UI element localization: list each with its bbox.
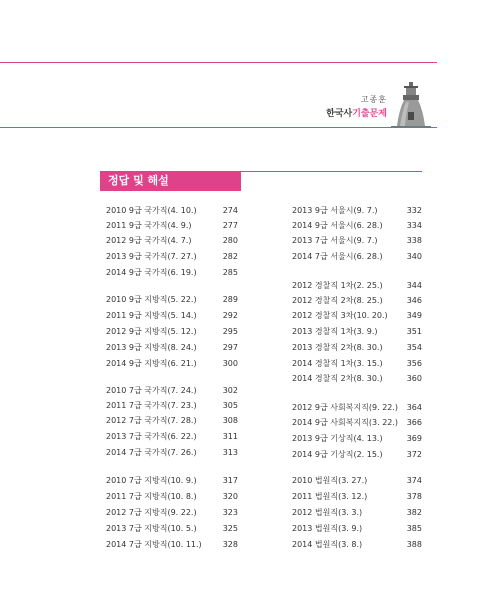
toc-entry — [292, 357, 422, 371]
toc-entry-label: 2012 9급 국가직(4. 7.) — [106, 236, 192, 245]
toc-entry-label: 2014 9급 기상직(2. 15.) — [292, 450, 383, 459]
toc-entry — [292, 250, 422, 264]
toc-entry-page: 385 — [406, 524, 422, 533]
brand-title-main: 한국사 — [326, 109, 353, 119]
toc-entry-label: 2013 경찰직 1차(3. 9.) — [292, 327, 378, 336]
toc-entry-page: 300 — [222, 359, 238, 368]
toc-entry-page: 295 — [222, 327, 238, 336]
toc-entry-page: 280 — [222, 236, 238, 245]
toc-entry — [292, 325, 422, 339]
section-rule — [241, 171, 422, 172]
toc-entry — [292, 474, 422, 488]
toc-entry — [292, 279, 422, 293]
toc-entry-label: 2011 9급 지방직(5. 14.) — [106, 311, 197, 320]
toc-entry-page: 344 — [406, 281, 422, 290]
toc-entry-label: 2012 경찰직 1차(2. 25.) — [292, 281, 383, 290]
toc-entry-label: 2013 7급 서울시(9. 7.) — [292, 236, 378, 245]
toc-entry-label: 2014 9급 국가직(6. 19.) — [106, 268, 197, 277]
toc-entry-page: 313 — [222, 448, 238, 457]
toc-entry-label: 2014 경찰직 2차(8. 30.) — [292, 374, 383, 383]
toc-entry — [292, 401, 422, 415]
toc-entry — [292, 294, 422, 308]
toc-entry-page: 369 — [406, 434, 422, 443]
toc-entry — [106, 341, 238, 355]
toc-entry-page: 382 — [406, 508, 422, 517]
toc-entry-label: 2011 9급 국가직(4. 9.) — [106, 221, 192, 230]
toc-entry — [106, 430, 238, 444]
toc-entry-label: 2012 7급 지방직(9. 22.) — [106, 508, 197, 517]
toc-entry-label: 2013 9급 국가직(7. 27.) — [106, 252, 197, 261]
toc-entry-page: 305 — [222, 401, 238, 410]
toc-entry — [292, 416, 422, 430]
toc-entry-label: 2012 법원직(3. 3.) — [292, 508, 363, 517]
toc-entry-page: 297 — [222, 343, 238, 352]
toc-entry-page: 334 — [406, 221, 422, 230]
toc-entry-page: 323 — [222, 508, 238, 517]
toc-entry-label: 2013 법원직(3. 9.) — [292, 524, 363, 533]
toc-entry-label: 2014 7급 서울시(6. 28.) — [292, 252, 383, 261]
toc-entry-page: 274 — [222, 206, 238, 215]
toc-entry-label: 2010 9급 지방직(5. 22.) — [106, 295, 197, 304]
toc-entry-label: 2014 법원직(3. 8.) — [292, 540, 363, 549]
toc-entry — [106, 522, 238, 536]
toc-entry — [292, 309, 422, 323]
toc-entry-page: 289 — [222, 295, 238, 304]
toc-entry — [292, 538, 422, 552]
toc-entry-label: 2010 법원직(3. 27.) — [292, 476, 368, 485]
toc-entry-label: 2010 7급 국가직(7. 24.) — [106, 386, 197, 395]
toc-entry-label: 2012 경찰직 2차(8. 25.) — [292, 296, 383, 305]
toc-entry — [292, 204, 422, 218]
toc-entry-page: 277 — [222, 221, 238, 230]
toc-entry — [292, 372, 422, 386]
toc-entry-page: 366 — [406, 418, 422, 427]
toc-entry-page: 340 — [406, 252, 422, 261]
toc-entry-label: 2012 7급 국가직(7. 28.) — [106, 416, 197, 425]
toc-entry-label: 2014 9급 서울시(6. 28.) — [292, 221, 383, 230]
toc-entry — [292, 522, 422, 536]
brand-rule — [0, 127, 437, 128]
toc-entry-page: 351 — [406, 327, 422, 336]
toc-entry-label: 2013 7급 국가직(6. 22.) — [106, 432, 197, 441]
toc-entry — [292, 219, 422, 233]
toc-entry — [292, 448, 422, 462]
toc-entry-page: 292 — [222, 311, 238, 320]
toc-entry-label: 2014 9급 사회복지직(3. 22.) — [292, 418, 399, 427]
pagoda-icon — [391, 80, 431, 128]
brand-title-accent: 기출문제 — [352, 109, 387, 119]
toc-entry-label: 2013 경찰직 2차(8. 30.) — [292, 343, 383, 352]
toc-entry — [292, 234, 422, 248]
toc-entry — [106, 490, 238, 504]
toc-entry-label: 2013 9급 서울시(9. 7.) — [292, 206, 378, 215]
toc-entry — [106, 384, 238, 398]
toc-entry — [106, 293, 238, 307]
toc-entry-page: 308 — [222, 416, 238, 425]
toc-entry — [106, 266, 238, 280]
toc-entry-label: 2010 7급 지방직(10. 9.) — [106, 476, 197, 485]
toc-entry-label: 2011 법원직(3. 12.) — [292, 492, 368, 501]
toc-entry — [292, 341, 422, 355]
toc-entry — [106, 250, 238, 264]
toc-entry-page: 285 — [222, 268, 238, 277]
toc-entry-page: 354 — [406, 343, 422, 352]
toc-entry-label: 2012 9급 사회복지직(9. 22.) — [292, 403, 399, 412]
toc-entry-page: 320 — [222, 492, 238, 501]
toc-entry — [106, 399, 238, 413]
toc-entry-page: 364 — [406, 403, 422, 412]
toc-entry-page: 302 — [222, 386, 238, 395]
toc-entry — [106, 538, 238, 552]
toc-entry-label: 2012 9급 지방직(5. 12.) — [106, 327, 197, 336]
toc-entry-page: 311 — [222, 432, 238, 441]
toc-entry — [106, 219, 238, 233]
toc-entry-label: 2014 경찰직 1차(3. 15.) — [292, 359, 383, 368]
toc-entry — [106, 204, 238, 218]
toc-entry-page: 374 — [406, 476, 422, 485]
toc-entry-page: 356 — [406, 359, 422, 368]
section-title: 정답 및 해설 — [100, 171, 241, 191]
toc-entry-page: 372 — [406, 450, 422, 459]
brand-author: 고종훈 — [360, 95, 387, 104]
toc-entry — [106, 474, 238, 488]
toc-entry-page: 360 — [406, 374, 422, 383]
toc-entry-page: 349 — [406, 311, 422, 320]
toc-entry — [106, 234, 238, 248]
toc-entry-label: 2014 7급 지방직(10. 11.) — [106, 540, 202, 549]
toc-entry — [106, 446, 238, 460]
toc-entry-label: 2014 7급 국가직(7. 26.) — [106, 448, 197, 457]
toc-entry-label: 2012 경찰직 3차(10. 20.) — [292, 311, 388, 320]
toc-entry — [292, 490, 422, 504]
toc-entry-label: 2010 9급 국가직(4. 10.) — [106, 206, 197, 215]
toc-entry-page: 388 — [406, 540, 422, 549]
toc-entry-page: 317 — [222, 476, 238, 485]
toc-entry — [292, 506, 422, 520]
toc-entry-page: 282 — [222, 252, 238, 261]
toc-entry — [106, 357, 238, 371]
toc-entry-label: 2011 7급 지방직(10. 8.) — [106, 492, 197, 501]
toc-entry — [106, 325, 238, 339]
toc-entry-label: 2011 7급 국가직(7. 23.) — [106, 401, 197, 410]
toc-entry-page: 325 — [222, 524, 238, 533]
toc-entry-label: 2014 9급 지방직(6. 21.) — [106, 359, 197, 368]
toc-entry — [106, 506, 238, 520]
toc-entry-page: 378 — [406, 492, 422, 501]
toc-entry-label: 2013 9급 기상직(4. 13.) — [292, 434, 383, 443]
toc-entry — [106, 414, 238, 428]
toc-entry — [106, 309, 238, 323]
toc-entry-page: 346 — [406, 296, 422, 305]
toc-entry — [292, 432, 422, 446]
toc-entry-page: 328 — [222, 540, 238, 549]
toc-entry-page: 338 — [406, 236, 422, 245]
toc-entry-page: 332 — [406, 206, 422, 215]
brand-title — [326, 106, 387, 119]
toc-entry-label: 2013 7급 지방직(10. 5.) — [106, 524, 197, 533]
top-rule — [0, 62, 437, 63]
toc-entry-label: 2013 9급 지방직(8. 24.) — [106, 343, 197, 352]
